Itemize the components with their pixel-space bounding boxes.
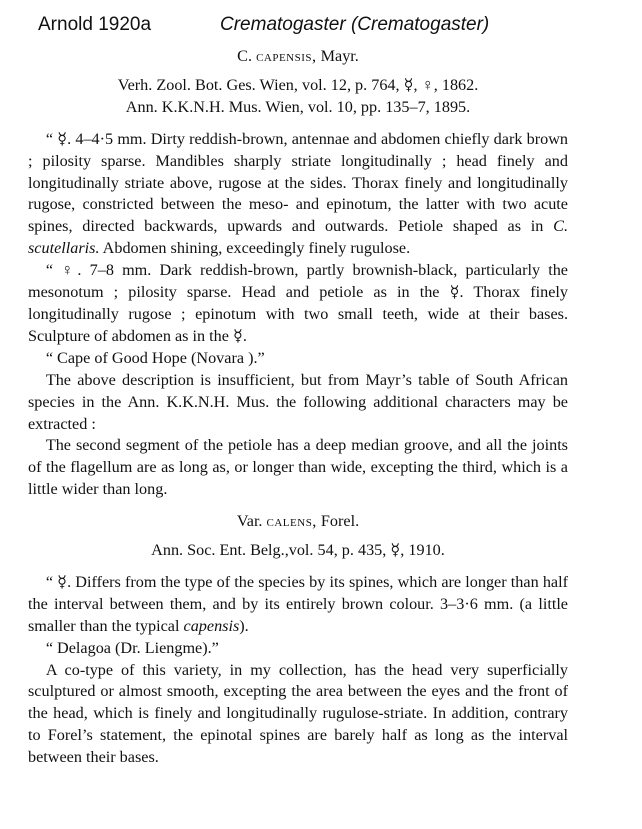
worker-description-end: Abdomen shining, exceedingly finely rugulose.: [102, 239, 411, 258]
variety-title: [28, 511, 568, 533]
comment-paragraph-1: The above description is insufficient, but from Mayr’s table of South African species in the Ann. K.K.N.H. Mus. the following additional characters may be extracted :: [28, 370, 568, 433]
variety-description: [28, 572, 568, 638]
genus-label: Crematogaster (Crematogaster): [220, 14, 490, 35]
worker-description-text: “ ☿. 4–4·5 mm. Dirty reddish-brown, antennae and abdomen chiefly dark brown ; pilosity sparse. Mandibles sharply striate longitudinally ; head finely and longitudinally striate above, rugose at the sides. Thorax finely and longitudinally rugose, constricted between the meso- and epinotum, the latter with two acute spines, directed backwards, upwards and outwards. Petiole shaped as in: [28, 129, 568, 236]
locality-note: “ Cape of Good Hope (Novara ).”: [45, 348, 265, 367]
variety-locality: “ Delagoa (Dr. Liengme).”: [45, 638, 219, 657]
worker-description-italic: C. scutellaris.: [28, 217, 568, 258]
variety-description-text: “ ☿. Differs from the type of the species by its spines, which are longer than half the interval between them, and by its entirely brown colour. 3–3·6 mm. (a little smaller than the typical: [28, 572, 568, 635]
page-header: [0, 14, 642, 42]
variety-title-author: Forel.: [320, 512, 360, 531]
citation-2: Ann. K.K.N.H. Mus. Wien, vol. 10, pp. 135–7, 1895.: [125, 97, 471, 116]
reference-label: Arnold 1920a: [38, 14, 152, 35]
female-description: “ ♀. 7–8 mm. Dark reddish-brown, partly brownish-black, particularly the mesonotum ; pilosity sparse. Head and petiole as in the ☿. Thorax finely longitudinally rugose ; epinotum with two small teeth, wide at their bases. Sculpture of abdomen as in the ☿.: [28, 261, 568, 345]
variety-description-italic: capensis: [183, 616, 240, 635]
variety-comment: A co-type of this variety, in my collection, has the head very superficially sculptured or almost smooth, excepting the area between the eyes and the front of the head, which is finely and longitudinally rugulose-striate. In addition, contrary to Forel’s statement, the epinotal spines are barely half as long as the interval between their bases.: [28, 660, 568, 767]
comment-paragraph-2: The second segment of the petiole has a deep median groove, and all the joints of the flagellum are as long as, or longer than wide, excepting the third, which is a little wider than long.: [28, 436, 568, 499]
document-body: [28, 46, 568, 769]
variety-description-end: ).: [239, 616, 249, 635]
species-title-prefix: C.: [237, 47, 253, 65]
variety-citation: Ann. Soc. Ent. Belg.,vol. 54, p. 435, ☿, 1910.: [151, 541, 445, 560]
variety-title-prefix: Var.: [236, 512, 263, 531]
species-title: [28, 46, 568, 68]
species-title-name: capensis,: [256, 47, 317, 65]
citation-1: Verh. Zool. Bot. Ges. Wien, vol. 12, p. 764, ☿, ♀, 1862.: [117, 75, 479, 94]
worker-description: [28, 129, 568, 260]
species-title-author: Mayr.: [320, 47, 359, 65]
variety-title-name: calens,: [266, 512, 317, 531]
